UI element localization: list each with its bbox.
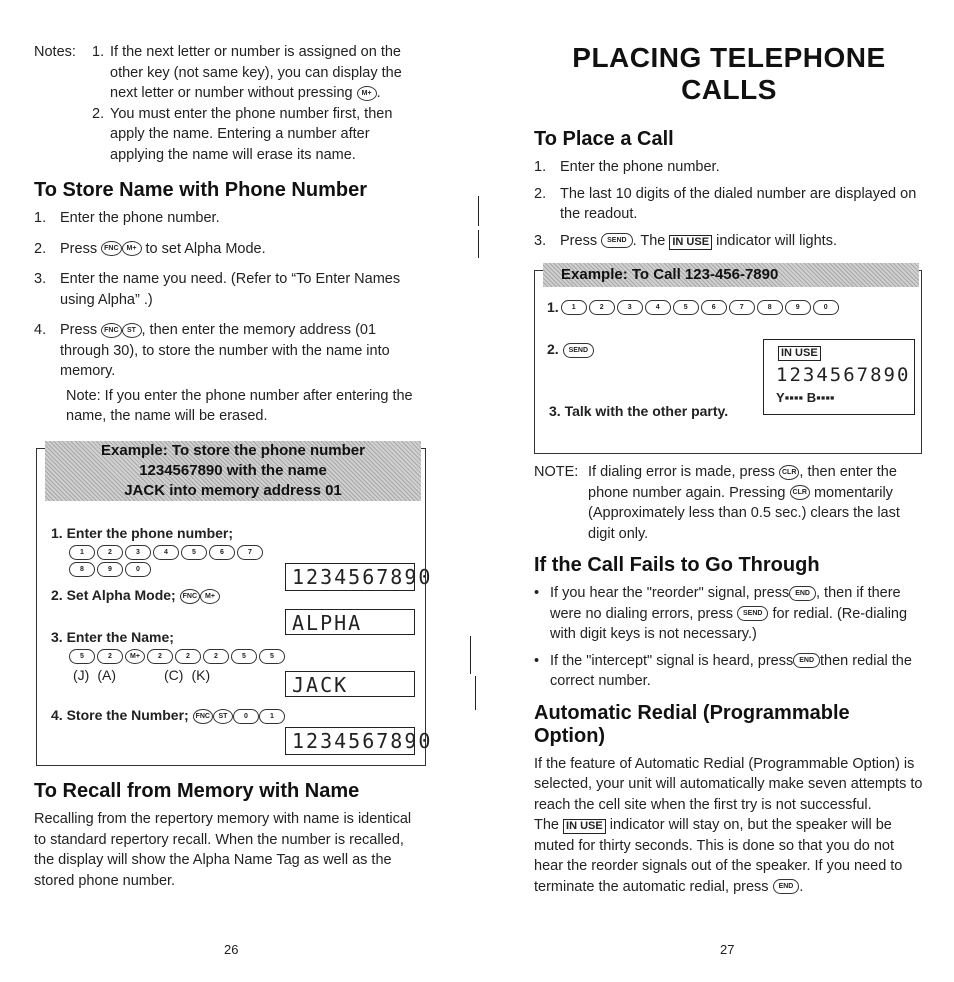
digit-key-icon: 8	[757, 300, 783, 315]
example-step-2	[51, 587, 220, 604]
step-number: 3.	[34, 271, 47, 287]
list-item	[34, 208, 426, 229]
digit-key-icon: 0	[233, 709, 259, 724]
digit-key-icon: 7	[729, 300, 755, 315]
send-key-icon: SEND	[601, 233, 632, 248]
digit-key-icon: 2	[97, 649, 123, 664]
item-text: then redial the correct number.	[550, 652, 912, 689]
in-use-indicator: IN USE	[563, 819, 606, 834]
example-step-4	[51, 707, 285, 724]
step-number: 2.	[34, 240, 47, 257]
paragraph-text: indicator will stay on, but the speaker will be muted for thirty seconds. This is done so that you do not hear the reorder signals out of the speaker. If you need to terminate the automatic redial, press	[534, 817, 903, 895]
example-step-2	[547, 341, 594, 358]
lcd-display-name: JACK	[285, 671, 415, 697]
fnc-key-icon: FNC	[101, 241, 121, 256]
auto-redial-text: If the feature of Automatic Redial (Programmable Option) is selected, your unit will automatically make seven attempts to reach the cell site when the first try is not successful.	[534, 755, 923, 813]
example-step-1: 1. Enter the phone number;	[51, 525, 234, 541]
clr-key-icon: CLR	[790, 485, 810, 500]
bullet: •	[534, 652, 540, 669]
step-text-after: , then enter the memory address (01 through 30), to store the number with the name into memory.	[60, 322, 390, 379]
digit-key-icon: 3	[617, 300, 643, 315]
digit-key-icon: 9	[785, 300, 811, 315]
item-text: , then if there were no dialing errors, press	[550, 585, 901, 622]
lcd-display-number: 1234567890	[776, 364, 911, 386]
list-item	[534, 583, 924, 645]
letter-labels	[73, 667, 283, 683]
digit-key-icon: 5	[181, 545, 207, 560]
letter-label: (J)	[73, 667, 90, 683]
note-text: , then enter the phone number again. Pressing	[588, 464, 897, 501]
note-text: If the next letter or number is assigned on the other key (not same key), you can display the next letter or number without pressing	[110, 44, 402, 101]
signal-battery-indicator: Y▪▪▪▪ B▪▪▪▪	[776, 390, 835, 405]
fnc-key-icon: FNC	[193, 709, 213, 724]
place-call-title: To Place a Call	[534, 128, 674, 150]
step-text: Press	[560, 232, 598, 249]
step-text-after: to set Alpha Mode.	[145, 240, 266, 257]
paragraph-text: The	[534, 817, 559, 833]
example-step-3: 3. Talk with the other party.	[549, 403, 729, 419]
step-label: 1.	[547, 299, 559, 315]
note-text: If dialing error is made, press	[588, 464, 775, 480]
recall-section-title: To Recall from Memory with Name	[34, 780, 360, 802]
end-key-icon: END	[789, 586, 816, 601]
clr-key-icon: CLR	[779, 465, 799, 480]
step-text: Enter the name you need. (Refer to “To Enter Names using Alpha” .)	[60, 271, 401, 308]
lcd-display-alpha: ALPHA	[285, 609, 415, 635]
auto-redial-text-2: The IN USE indicator will stay on, but the speaker will be muted for thirty seconds. This is done so that you do not hear the reorder signals out of the speaker. If you need to terminate the automatic redial, press END .	[534, 817, 903, 895]
in-use-indicator: IN USE	[669, 235, 712, 250]
digit-key-icon: 2	[589, 300, 615, 315]
digit-key-icon: 5	[231, 649, 257, 664]
notes-label: Notes:	[34, 44, 76, 60]
list-item	[534, 651, 924, 692]
page-number-right: 27	[720, 942, 735, 957]
right-page	[534, 42, 924, 251]
list-item	[34, 239, 426, 260]
note-label: NOTE:	[534, 464, 579, 480]
step-number: 1.	[534, 159, 547, 175]
m-plus-key-icon: M+	[122, 241, 142, 256]
recall-text: Recalling from the repertory memory with name is identical to standard repertory recall. When the number is recalled, the display will show the Alpha Name Tag as well as the stored phone number.	[34, 811, 412, 889]
example-step-3: 3. Enter the Name;	[51, 629, 174, 645]
step-text: The last 10 digits of the dialed number are displayed on the readout.	[560, 185, 917, 222]
note-number: 1.	[92, 44, 105, 60]
gutter-mark	[478, 230, 479, 258]
list-item	[34, 320, 426, 382]
letter-label: (K)	[191, 667, 211, 683]
item-text: If the "intercept" signal is heard, press	[550, 652, 794, 669]
step-number: 4.	[34, 322, 47, 338]
digit-key-icon: 2	[175, 649, 201, 664]
recall-section	[34, 780, 426, 891]
step-number: 1.	[34, 210, 47, 226]
digit-key-icon: 5	[69, 649, 95, 664]
digit-key-icon: 9	[97, 562, 123, 577]
phone-display	[763, 339, 915, 415]
digit-key-icon: 1	[561, 300, 587, 315]
key-sequence-3	[69, 649, 289, 664]
gutter-mark	[470, 636, 471, 674]
notes: Notes: 1. If the next letter or number is assigned on the other key (not same key), you can display the next letter or number without pressing M+ . 2. You must enter the phone number first, then apply the name. Entering a number after applying the name will erase its name.	[34, 42, 426, 165]
digit-key-icon: 0	[813, 300, 839, 315]
send-key-icon: SEND	[563, 343, 594, 358]
sto-key-icon: ST	[122, 323, 142, 338]
banner-line: JACK into memory address 01	[124, 482, 342, 499]
digit-key-icon: 2	[147, 649, 173, 664]
step-text: Enter the phone number.	[560, 159, 720, 175]
example-box-call	[534, 266, 922, 454]
note-text: momentarily (Approximately less than 0.5 sec.) clears the last digit only.	[588, 484, 900, 542]
lcd-display-number: 1234567890	[285, 563, 415, 591]
digit-key-icon: 3	[125, 545, 151, 560]
fail-section-title: If the Call Fails to Go Through	[534, 554, 820, 576]
step-label: 2.	[547, 341, 559, 357]
end-key-icon: END	[793, 653, 820, 668]
m-plus-key-icon: M+	[357, 86, 377, 101]
item-text: for redial. (Re-dialing with digit keys is not necessary.)	[550, 605, 908, 642]
gutter-mark	[478, 196, 479, 226]
page-title: PLACING TELEPHONE CALLS	[572, 42, 886, 105]
banner-line: 1234567890 with the name	[139, 462, 327, 479]
digit-key-icon: 4	[153, 545, 179, 560]
gutter-mark	[475, 676, 476, 710]
digit-key-icon: 6	[701, 300, 727, 315]
store-section-title: To Store Name with Phone Number	[34, 179, 367, 201]
digit-key-icon: 5	[259, 649, 285, 664]
page-number-left: 26	[224, 942, 239, 957]
in-use-indicator: IN USE	[778, 346, 821, 361]
send-key-icon: SEND	[737, 606, 768, 621]
sto-key-icon: ST	[213, 709, 233, 724]
step-text: Enter the phone number.	[60, 210, 220, 226]
lcd-display-stored: 1234567890	[285, 727, 415, 755]
note	[534, 462, 924, 544]
step-text: Press	[60, 322, 98, 338]
step-label: 2. Set Alpha Mode;	[51, 587, 176, 603]
fnc-key-icon: FNC	[101, 323, 121, 338]
step-label: 4. Store the Number;	[51, 707, 189, 723]
right-lower	[534, 462, 924, 897]
key-sequence-1	[69, 545, 269, 577]
bullet: •	[534, 585, 540, 601]
digit-key-icon: 2	[97, 545, 123, 560]
digit-key-icon: 2	[203, 649, 229, 664]
digit-key-icon: 0	[125, 562, 151, 577]
step-text: . The	[632, 232, 666, 249]
example-box-store	[36, 442, 433, 766]
note-text: You must enter the phone number first, then apply the name. Entering a number after applying the name will erase its name.	[110, 105, 393, 163]
digit-key-icon: 7	[237, 545, 263, 560]
digit-key-icon: 6	[209, 545, 235, 560]
letter-label: (A)	[97, 667, 116, 683]
digit-key-icon: 5	[673, 300, 699, 315]
step-text: Press	[60, 240, 98, 257]
left-page	[34, 42, 426, 427]
item-text: If you hear the "reorder" signal, press	[550, 585, 790, 601]
digit-key-icon: 1	[259, 709, 285, 724]
example-banner: Example: To Call 123-456-7890	[543, 263, 919, 287]
letter-label: (C)	[164, 667, 184, 683]
auto-redial-title: Automatic Redial (Programmable Option)	[534, 701, 850, 747]
list-item	[34, 269, 426, 310]
fnc-key-icon: FNC	[180, 589, 200, 604]
key-sequence-call	[547, 299, 917, 315]
banner-line: Example: To store the phone number	[101, 442, 365, 459]
digit-key-icon: 1	[69, 545, 95, 560]
step-number: 3.	[534, 232, 547, 249]
digit-key-icon: 4	[645, 300, 671, 315]
step-text: indicator will lights.	[716, 232, 837, 249]
list-item	[534, 231, 924, 252]
step-number: 2.	[534, 185, 547, 202]
list-item	[534, 184, 924, 225]
end-key-icon: END	[773, 879, 800, 894]
store-note: Note: If you enter the phone number after entering the name, the name will be erased.	[66, 387, 413, 424]
m-plus-key-icon: M+	[200, 589, 220, 604]
example-banner	[45, 441, 421, 501]
note-number: 2.	[92, 105, 105, 122]
list-item	[534, 157, 924, 178]
digit-key-icon: 8	[69, 562, 95, 577]
m-plus-key-icon: M+	[125, 649, 145, 664]
